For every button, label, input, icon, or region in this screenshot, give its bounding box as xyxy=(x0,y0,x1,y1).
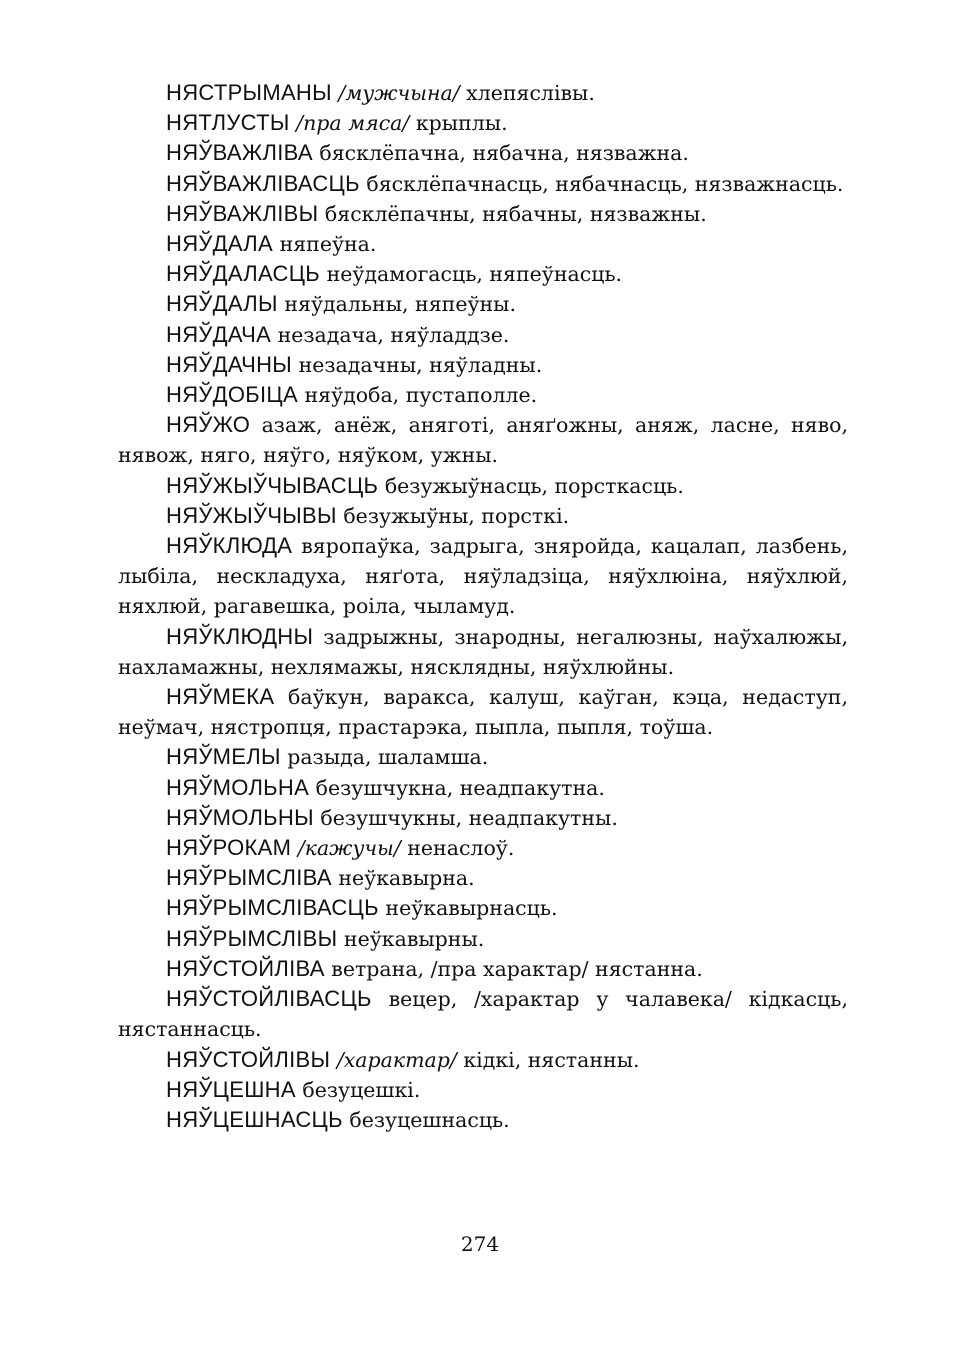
dictionary-entry xyxy=(118,773,848,803)
entry-headword: НЯЎМЕКА xyxy=(166,684,275,710)
entry-list xyxy=(118,78,848,1135)
entry-headword: НЯЎВАЖЛІВА xyxy=(166,140,313,166)
entry-synonyms: безужыўнасць, порсткасць. xyxy=(384,473,684,498)
entry-headword: НЯЎМОЛЬНЫ xyxy=(166,804,314,830)
entry-synonyms: няўдальны, няпеўны. xyxy=(284,292,517,317)
entry-synonyms: вяропаўка, задрыга, зняройда, кацалап, лазбень, лыбіла, нескладуха, няґота, няўладзіца, няўхлюіна, няўхлюй, няхлюй, рагавешка, роіла, чыламуд. xyxy=(118,534,848,619)
entry-headword: НЯЎЦЕШНАСЦЬ xyxy=(166,1106,343,1132)
dictionary-entry xyxy=(118,320,848,350)
entry-headword: НЯЎВАЖЛІВЫ xyxy=(166,200,319,226)
entry-synonyms: кідкі, нястанны. xyxy=(463,1047,640,1072)
dictionary-entry xyxy=(118,108,848,138)
entry-usage-note: /характар/ xyxy=(336,1047,457,1072)
entry-headword: НЯЎСТОЙЛІВАСЦЬ xyxy=(166,986,372,1012)
entry-synonyms: неўкавырна. xyxy=(338,866,475,891)
entry-synonyms: няпеўна. xyxy=(279,232,377,257)
entry-headword: НЯЎРОКАМ xyxy=(166,835,292,861)
dictionary-entry xyxy=(118,531,848,622)
dictionary-entry xyxy=(118,893,848,923)
entry-headword: НЯЎЖО xyxy=(166,412,251,438)
dictionary-entry xyxy=(118,78,848,108)
entry-synonyms: хлепяслівы. xyxy=(466,81,595,105)
entry-headword: НЯЎКЛЮДНЫ xyxy=(166,623,314,649)
dictionary-entry xyxy=(118,199,848,229)
dictionary-entry xyxy=(118,803,848,833)
dictionary-entry xyxy=(118,259,848,289)
dictionary-entry xyxy=(118,1045,848,1075)
entry-usage-note: /мужчына/ xyxy=(338,81,460,105)
dictionary-entry xyxy=(118,138,848,168)
entry-headword: НЯЎЖЫЎЧЫВАСЦЬ xyxy=(166,472,379,498)
dictionary-entry xyxy=(118,169,848,199)
entry-headword: НЯЎДАЛЫ xyxy=(166,291,278,317)
entry-synonyms: безужыўны, порсткі. xyxy=(343,503,570,528)
dictionary-entry xyxy=(118,350,848,380)
entry-headword: НЯСТРЫМАНЫ xyxy=(166,80,332,105)
dictionary-entry xyxy=(118,501,848,531)
entry-headword: НЯЎСТОЙЛІВЫ xyxy=(166,1046,331,1072)
dictionary-entry xyxy=(118,954,848,984)
entry-headword: НЯЎДАЛА xyxy=(166,231,274,257)
dictionary-entry xyxy=(118,682,848,742)
entry-headword: НЯЎРЫМСЛІВЫ xyxy=(166,925,338,951)
entry-headword: НЯЎЖЫЎЧЫВЫ xyxy=(166,502,337,528)
entry-synonyms: безушчукны, неадпакутны. xyxy=(320,805,618,830)
dictionary-entry xyxy=(118,380,848,410)
entry-synonyms: няўдоба, пустаполле. xyxy=(304,383,538,408)
entry-synonyms: безушчукна, неадпакутна. xyxy=(315,775,605,800)
entry-synonyms: незадача, няўладдзе. xyxy=(277,322,510,347)
entry-synonyms: бясклёпачнасць, нябачнасць, нязважнасць. xyxy=(366,171,844,196)
dictionary-entry xyxy=(118,984,848,1044)
entry-headword: НЯТЛУСТЫ xyxy=(166,110,290,136)
entry-synonyms: азаж, анёж, аняготі, аняґожны, аняж, ласне, няво, нявож, няго, няўго, няўком, ужны. xyxy=(118,413,848,468)
dictionary-entry xyxy=(118,924,848,954)
entry-synonyms: баўкун, варакса, калуш, каўган, кэца, недаступ, неўмач, нястропця, прастарэка, пыпла, пыпля, тоўша. xyxy=(118,685,848,740)
entry-synonyms: безуцешнасць. xyxy=(349,1107,510,1132)
entry-headword: НЯЎВАЖЛІВАСЦЬ xyxy=(166,170,360,196)
entry-headword: НЯЎДАЧНЫ xyxy=(166,351,293,377)
dictionary-entry xyxy=(118,410,848,470)
entry-synonyms: бясклёпачна, нябачна, нязважна. xyxy=(319,141,689,166)
entry-synonyms: неўкавырны. xyxy=(343,926,485,951)
entry-usage-note: /кажучы/ xyxy=(297,836,401,861)
entry-synonyms: неўкавырнасць. xyxy=(385,896,558,921)
entry-synonyms: ветрана, /пра характар/ нястанна. xyxy=(331,956,703,981)
entry-synonyms: разыда, шаламша. xyxy=(287,745,489,770)
entry-synonyms: безуцешкі. xyxy=(302,1077,421,1102)
entry-headword: НЯЎРЫМСЛІВА xyxy=(166,865,332,891)
page-number: 274 xyxy=(460,1232,500,1256)
dictionary-entry xyxy=(118,289,848,319)
dictionary-entry xyxy=(118,229,848,259)
entry-synonyms: задрыжны, знародны, негалюзны, наўхалюжы, нахламажны, нехлямажы, нясклядны, няўхлюйны. xyxy=(118,624,848,679)
entry-synonyms: вецер, /характар у чалавека/ кідкасць, нястаннасць. xyxy=(118,987,848,1042)
entry-synonyms: незадачны, няўладны. xyxy=(298,352,543,377)
entry-headword: НЯЎДОБІЦА xyxy=(166,382,298,408)
entry-headword: НЯЎЦЕШНА xyxy=(166,1076,296,1102)
entry-usage-note: /пра мяса/ xyxy=(296,111,410,136)
dictionary-entry xyxy=(118,1075,848,1105)
entry-headword: НЯЎДАЧА xyxy=(166,321,272,347)
entry-synonyms: ненаслоў. xyxy=(407,836,515,861)
dictionary-entry xyxy=(118,863,848,893)
entry-headword: НЯЎСТОЙЛІВА xyxy=(166,955,325,981)
dictionary-entry xyxy=(118,742,848,772)
entry-headword: НЯЎРЫМСЛІВАСЦЬ xyxy=(166,895,379,921)
entry-synonyms: бясклёпачны, нябачны, нязважны. xyxy=(324,201,707,226)
dictionary-entry xyxy=(118,622,848,682)
dictionary-entry xyxy=(118,1105,848,1135)
entry-headword: НЯЎМОЛЬНА xyxy=(166,774,310,800)
entry-synonyms: крыплы. xyxy=(415,111,508,136)
entry-synonyms: неўдамогасць, няпеўнасць. xyxy=(326,262,623,287)
entry-headword: НЯЎДАЛАСЦЬ xyxy=(166,261,321,287)
dictionary-entry xyxy=(118,471,848,501)
entry-headword: НЯЎКЛЮДА xyxy=(166,533,293,559)
dictionary-entry xyxy=(118,833,848,863)
entry-headword: НЯЎМЕЛЫ xyxy=(166,744,281,770)
